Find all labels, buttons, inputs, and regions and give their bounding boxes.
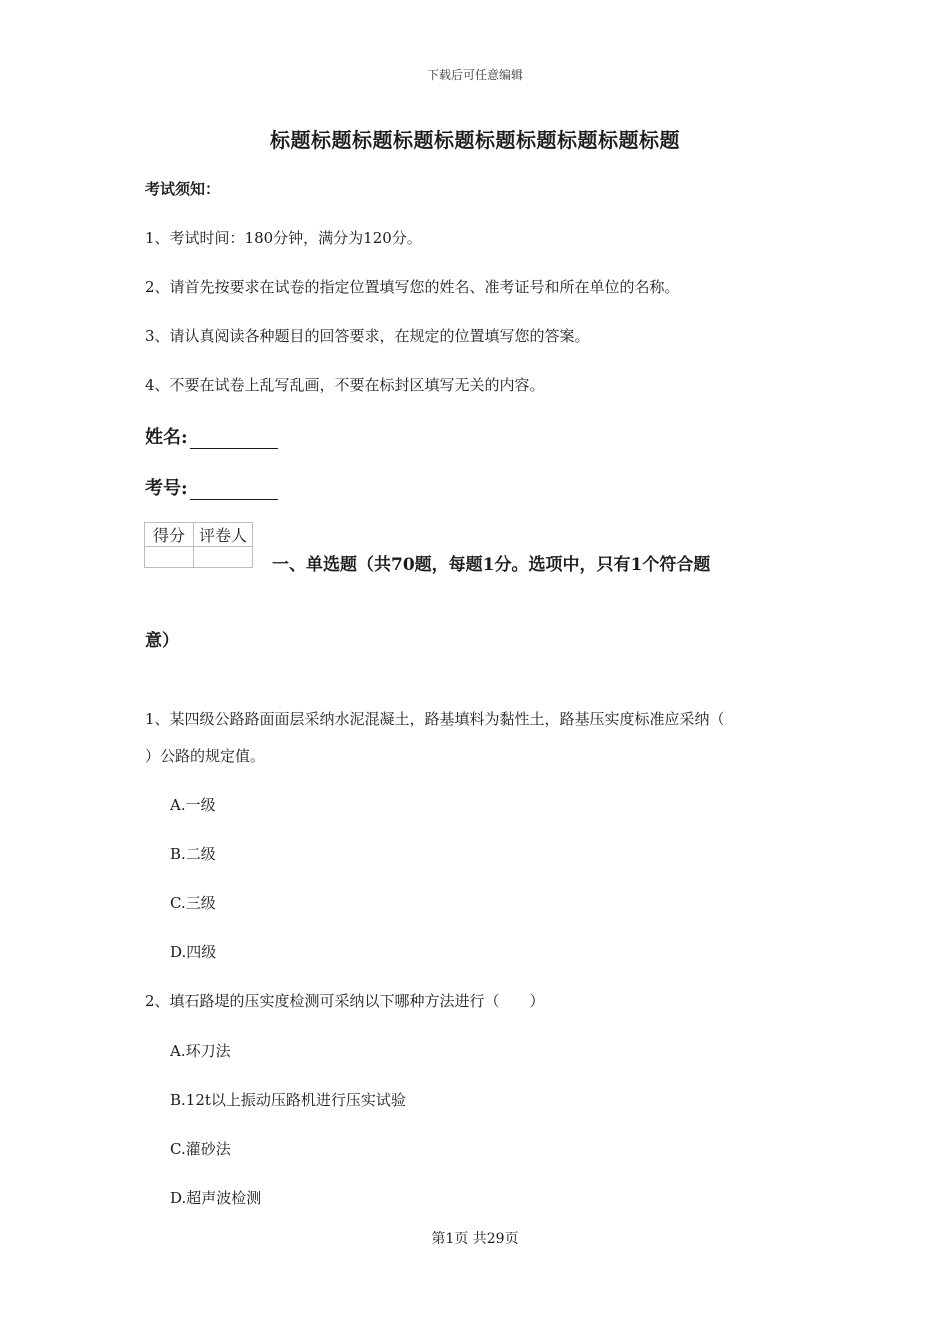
exam-number-label: 考号: — [145, 478, 188, 499]
answer-option: B.12t以上振动压路机进行压实试验 — [170, 1091, 406, 1109]
score-header: 得分 — [145, 523, 194, 547]
name-field — [145, 423, 278, 449]
name-label: 姓名: — [145, 427, 188, 448]
notice-item: 3、请认真阅读各种题目的回答要求，在规定的位置填写您的答案。 — [145, 327, 590, 345]
page-footer: 第1页 共29页 — [431, 1231, 519, 1247]
notice-item: 4、不要在试卷上乱写乱画，不要在标封区填写无关的内容。 — [145, 376, 545, 394]
document-title: 标题标题标题标题标题标题标题标题标题标题 — [270, 128, 680, 152]
exam-number-blank-line[interactable] — [190, 481, 278, 500]
score-table — [144, 522, 253, 568]
question-stem: 2、填石路堤的压实度检测可采纳以下哪种方法进行（ ） — [145, 992, 545, 1010]
answer-option: A.环刀法 — [170, 1042, 231, 1060]
section-title: 一、单选题（共70题，每题1分。选项中，只有1个符合题 — [272, 555, 711, 575]
score-cell[interactable] — [145, 547, 194, 568]
answer-option: D.超声波检测 — [170, 1189, 262, 1207]
answer-option: B.二级 — [170, 845, 216, 863]
notice-item: 2、请首先按要求在试卷的指定位置填写您的姓名、准考证号和所在单位的名称。 — [145, 278, 680, 296]
header-note: 下载后可任意编辑 — [426, 68, 523, 82]
exam-number-field — [145, 474, 278, 500]
notice-heading: 考试须知： — [145, 180, 221, 198]
answer-option: C.灌砂法 — [170, 1140, 231, 1158]
grader-header: 评卷人 — [194, 523, 253, 547]
answer-option: C.三级 — [170, 894, 216, 912]
question-stem-continued: ）公路的规定值。 — [145, 747, 266, 765]
answer-option: D.四级 — [170, 943, 217, 961]
answer-option: A.一级 — [170, 796, 216, 814]
grader-cell[interactable] — [194, 547, 253, 568]
name-blank-line[interactable] — [190, 430, 278, 449]
question-stem: 1、某四级公路路面面层采纳水泥混凝土，路基填料为黏性土，路基压实度标准应采纳（ — [145, 710, 725, 728]
section-title-continued: 意） — [145, 631, 179, 651]
notice-item: 1、考试时间：180分钟，满分为120分。 — [145, 229, 422, 247]
